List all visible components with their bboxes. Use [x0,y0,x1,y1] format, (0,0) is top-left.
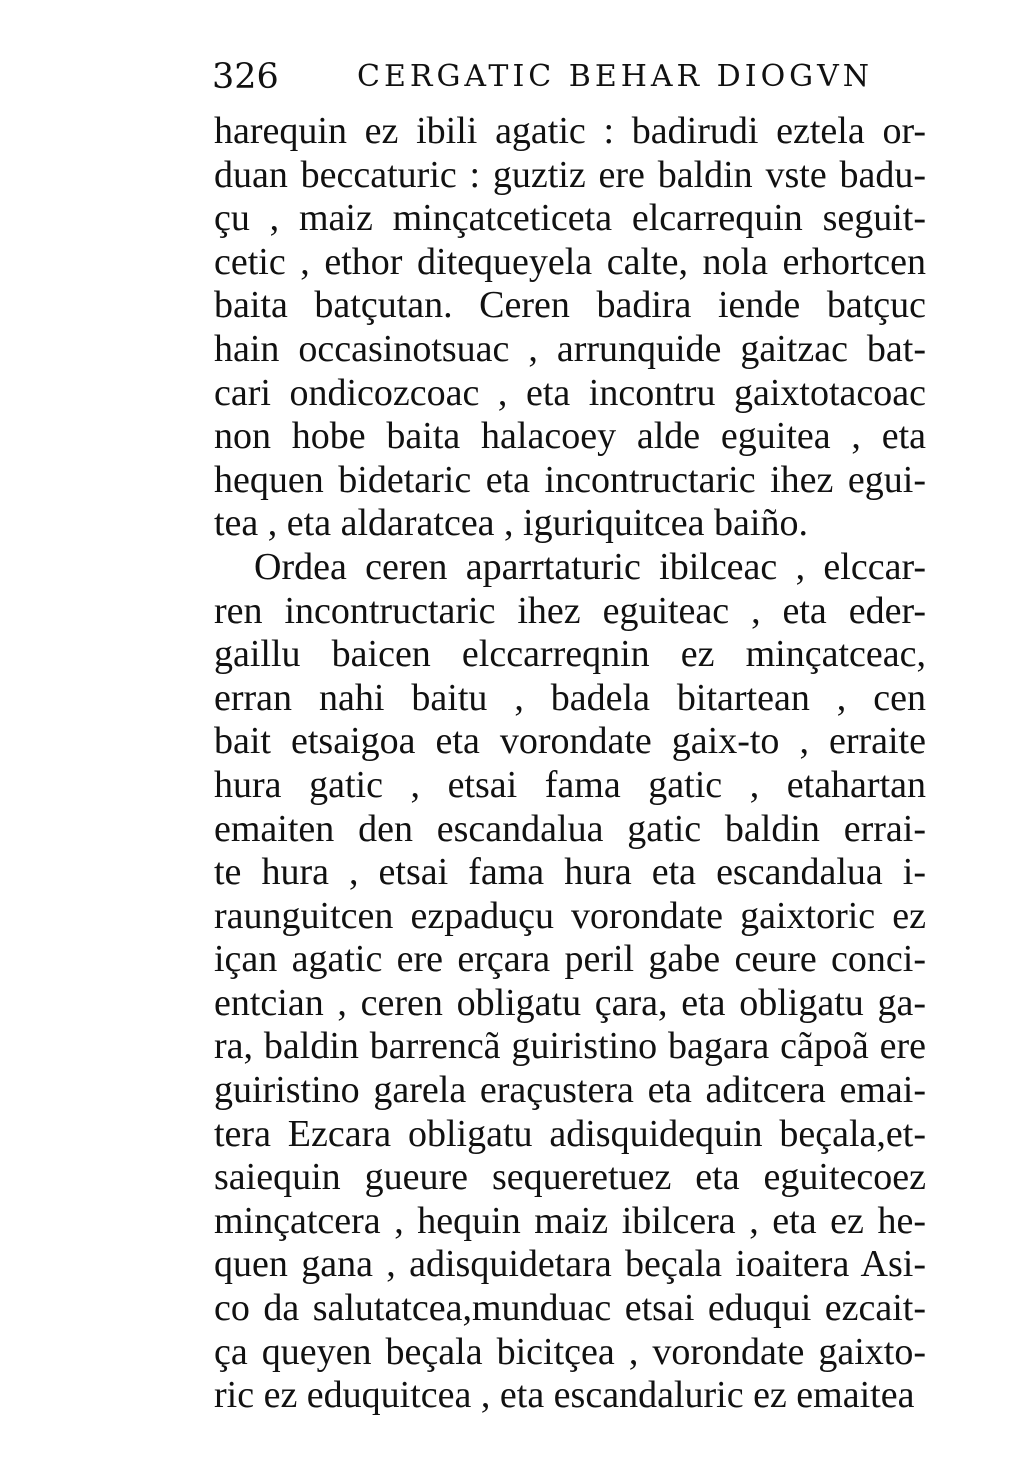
text-line: minçatcera , hequin maiz ibilcera , eta ez he- [214,1199,926,1242]
text-line: tea , eta aldaratcea , iguriquitcea baiño. [214,502,808,545]
text-line: içan agatic ere erçara peril gabe ceure conci- [214,938,926,981]
text-line: entcian , ceren obligatu çara, eta obligatu ga- [214,981,926,1024]
text-line: erran nahi baitu , badela bitartean , cen [214,676,926,719]
text-line: ça queyen beçala bicitçea , vorondate gaixto- [214,1330,926,1373]
page-number: 326 [212,57,279,97]
text-line: bait etsaigoa eta vorondate gaix-to , erraite [214,720,926,763]
text-line: raunguitcen ezpaduçu vorondate gaixtoric ez [214,894,926,937]
text-line: ric ez eduquitcea , eta escandaluric ez emaitea [214,1374,915,1417]
text-line: hain occasinotsuac , arrunquide gaitzac bat- [214,327,926,370]
text-line: ra, baldin barrencã guiristino bagara cãpoã ere [214,1025,926,1068]
text-line: gaillu baicen elccarreqnin ez minçatceac, [214,633,926,676]
text-line: cetic , ethor ditequeyela calte, nola erhortcen [214,240,926,283]
text-line: non hobe baita halacoey alde eguitea , eta [214,415,926,458]
text-line: guiristino garela eraçustera eta aditcera emai- [214,1069,926,1112]
text-line: hura gatic , etsai fama gatic , etahartan [214,763,926,806]
text-line: tera Ezcara obligatu adisquidequin beçala,et- [214,1112,926,1155]
text-line: saiequin gueure sequeretuez eta eguitecoez [214,1156,926,1199]
text-line: duan beccaturic : guztiz ere baldin vste badu- [214,153,926,196]
text-line: hequen bidetaric eta incontructaric ihez egui- [214,458,926,501]
text-line: quen gana , adisquidetara beçala ioaitera Asi- [214,1243,926,1286]
text-line: harequin ez ibili agatic : badirudi eztela or- [214,110,926,152]
text-line: Ordea ceren aparrtaturic ibilceac , elccar- [254,545,926,588]
running-head: CERGATIC BEHAR DIOGVN [357,59,874,94]
text-line: baita batçutan. Ceren badira iende batçuc [214,284,926,327]
text-line: te hura , etsai fama hura eta escandalua i- [214,851,926,894]
text-line: çu , maiz minçatceticeta elcarrequin seguit- [214,197,926,240]
text-line: co da salutatcea,munduac etsai eduqui ezcait- [214,1287,926,1330]
text-line: cari ondicozcoac , eta incontru gaixtotacoac [214,371,926,414]
page-header [212,52,874,102]
body-text [214,110,926,1418]
text-line: emaiten den escandalua gatic baldin errai- [214,807,926,850]
text-line: ren incontructaric ihez eguiteac , eta eder- [214,589,926,632]
